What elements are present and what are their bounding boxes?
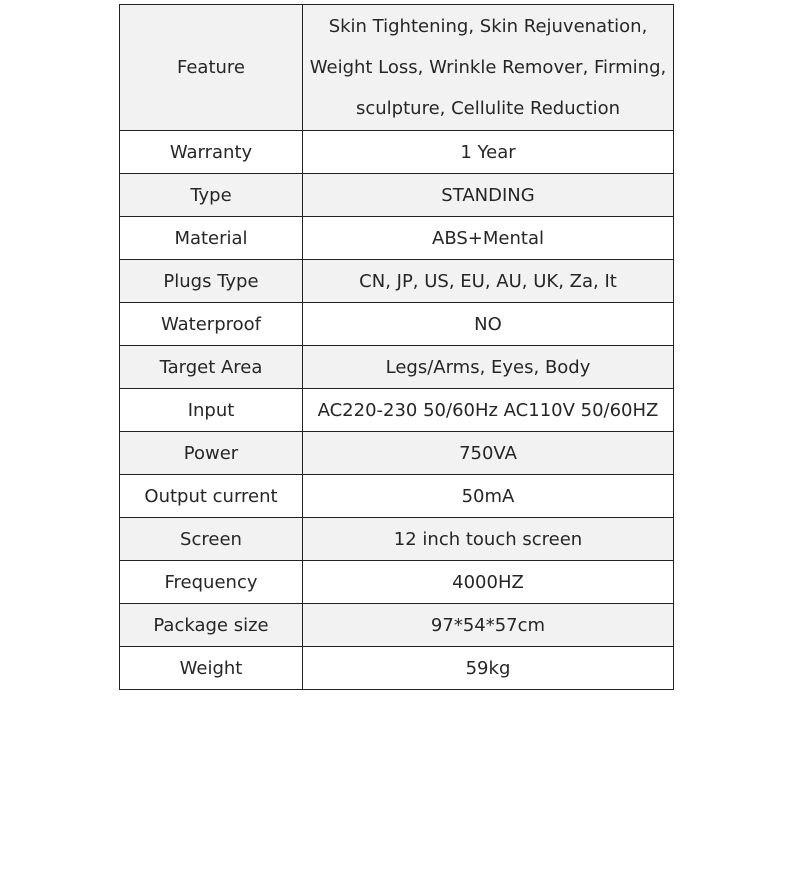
- table-row: [120, 260, 674, 303]
- row-value: 50mA: [303, 475, 674, 518]
- table-row: [120, 131, 674, 174]
- table-row: [120, 5, 674, 131]
- row-label: Frequency: [120, 561, 303, 604]
- row-label: Material: [120, 217, 303, 260]
- row-value: NO: [303, 303, 674, 346]
- table-row: [120, 647, 674, 690]
- row-value: 59kg: [303, 647, 674, 690]
- row-label: Input: [120, 389, 303, 432]
- row-label: Output current: [120, 475, 303, 518]
- row-value: 97*54*57cm: [303, 604, 674, 647]
- row-label: Type: [120, 174, 303, 217]
- row-value: CN, JP, US, EU, AU, UK, Za, It: [303, 260, 674, 303]
- row-value: STANDING: [303, 174, 674, 217]
- row-value: 750VA: [303, 432, 674, 475]
- table-row: [120, 217, 674, 260]
- table-row: [120, 561, 674, 604]
- row-label: Weight: [120, 647, 303, 690]
- table-row: [120, 389, 674, 432]
- table-row: [120, 518, 674, 561]
- table-row: [120, 303, 674, 346]
- table-row: [120, 475, 674, 518]
- row-label: Screen: [120, 518, 303, 561]
- row-value: 12 inch touch screen: [303, 518, 674, 561]
- row-value: 4000HZ: [303, 561, 674, 604]
- row-label: Power: [120, 432, 303, 475]
- table-row: [120, 346, 674, 389]
- row-label: Waterproof: [120, 303, 303, 346]
- row-value: AC220-230 50/60Hz AC110V 50/60HZ: [303, 389, 674, 432]
- row-value: ABS+Mental: [303, 217, 674, 260]
- row-label: Plugs Type: [120, 260, 303, 303]
- table-row: [120, 432, 674, 475]
- table-row: [120, 174, 674, 217]
- row-label: Package size: [120, 604, 303, 647]
- row-label: Warranty: [120, 131, 303, 174]
- spec-table: [119, 4, 674, 690]
- row-label: Target Area: [120, 346, 303, 389]
- row-value: Legs/Arms, Eyes, Body: [303, 346, 674, 389]
- row-label: Feature: [120, 5, 303, 131]
- table-row: [120, 604, 674, 647]
- row-value: Skin Tightening, Skin Rejuvenation, Weight Loss, Wrinkle Remover, Firming, sculpture, Cellulite Reduction: [303, 5, 674, 131]
- row-value: 1 Year: [303, 131, 674, 174]
